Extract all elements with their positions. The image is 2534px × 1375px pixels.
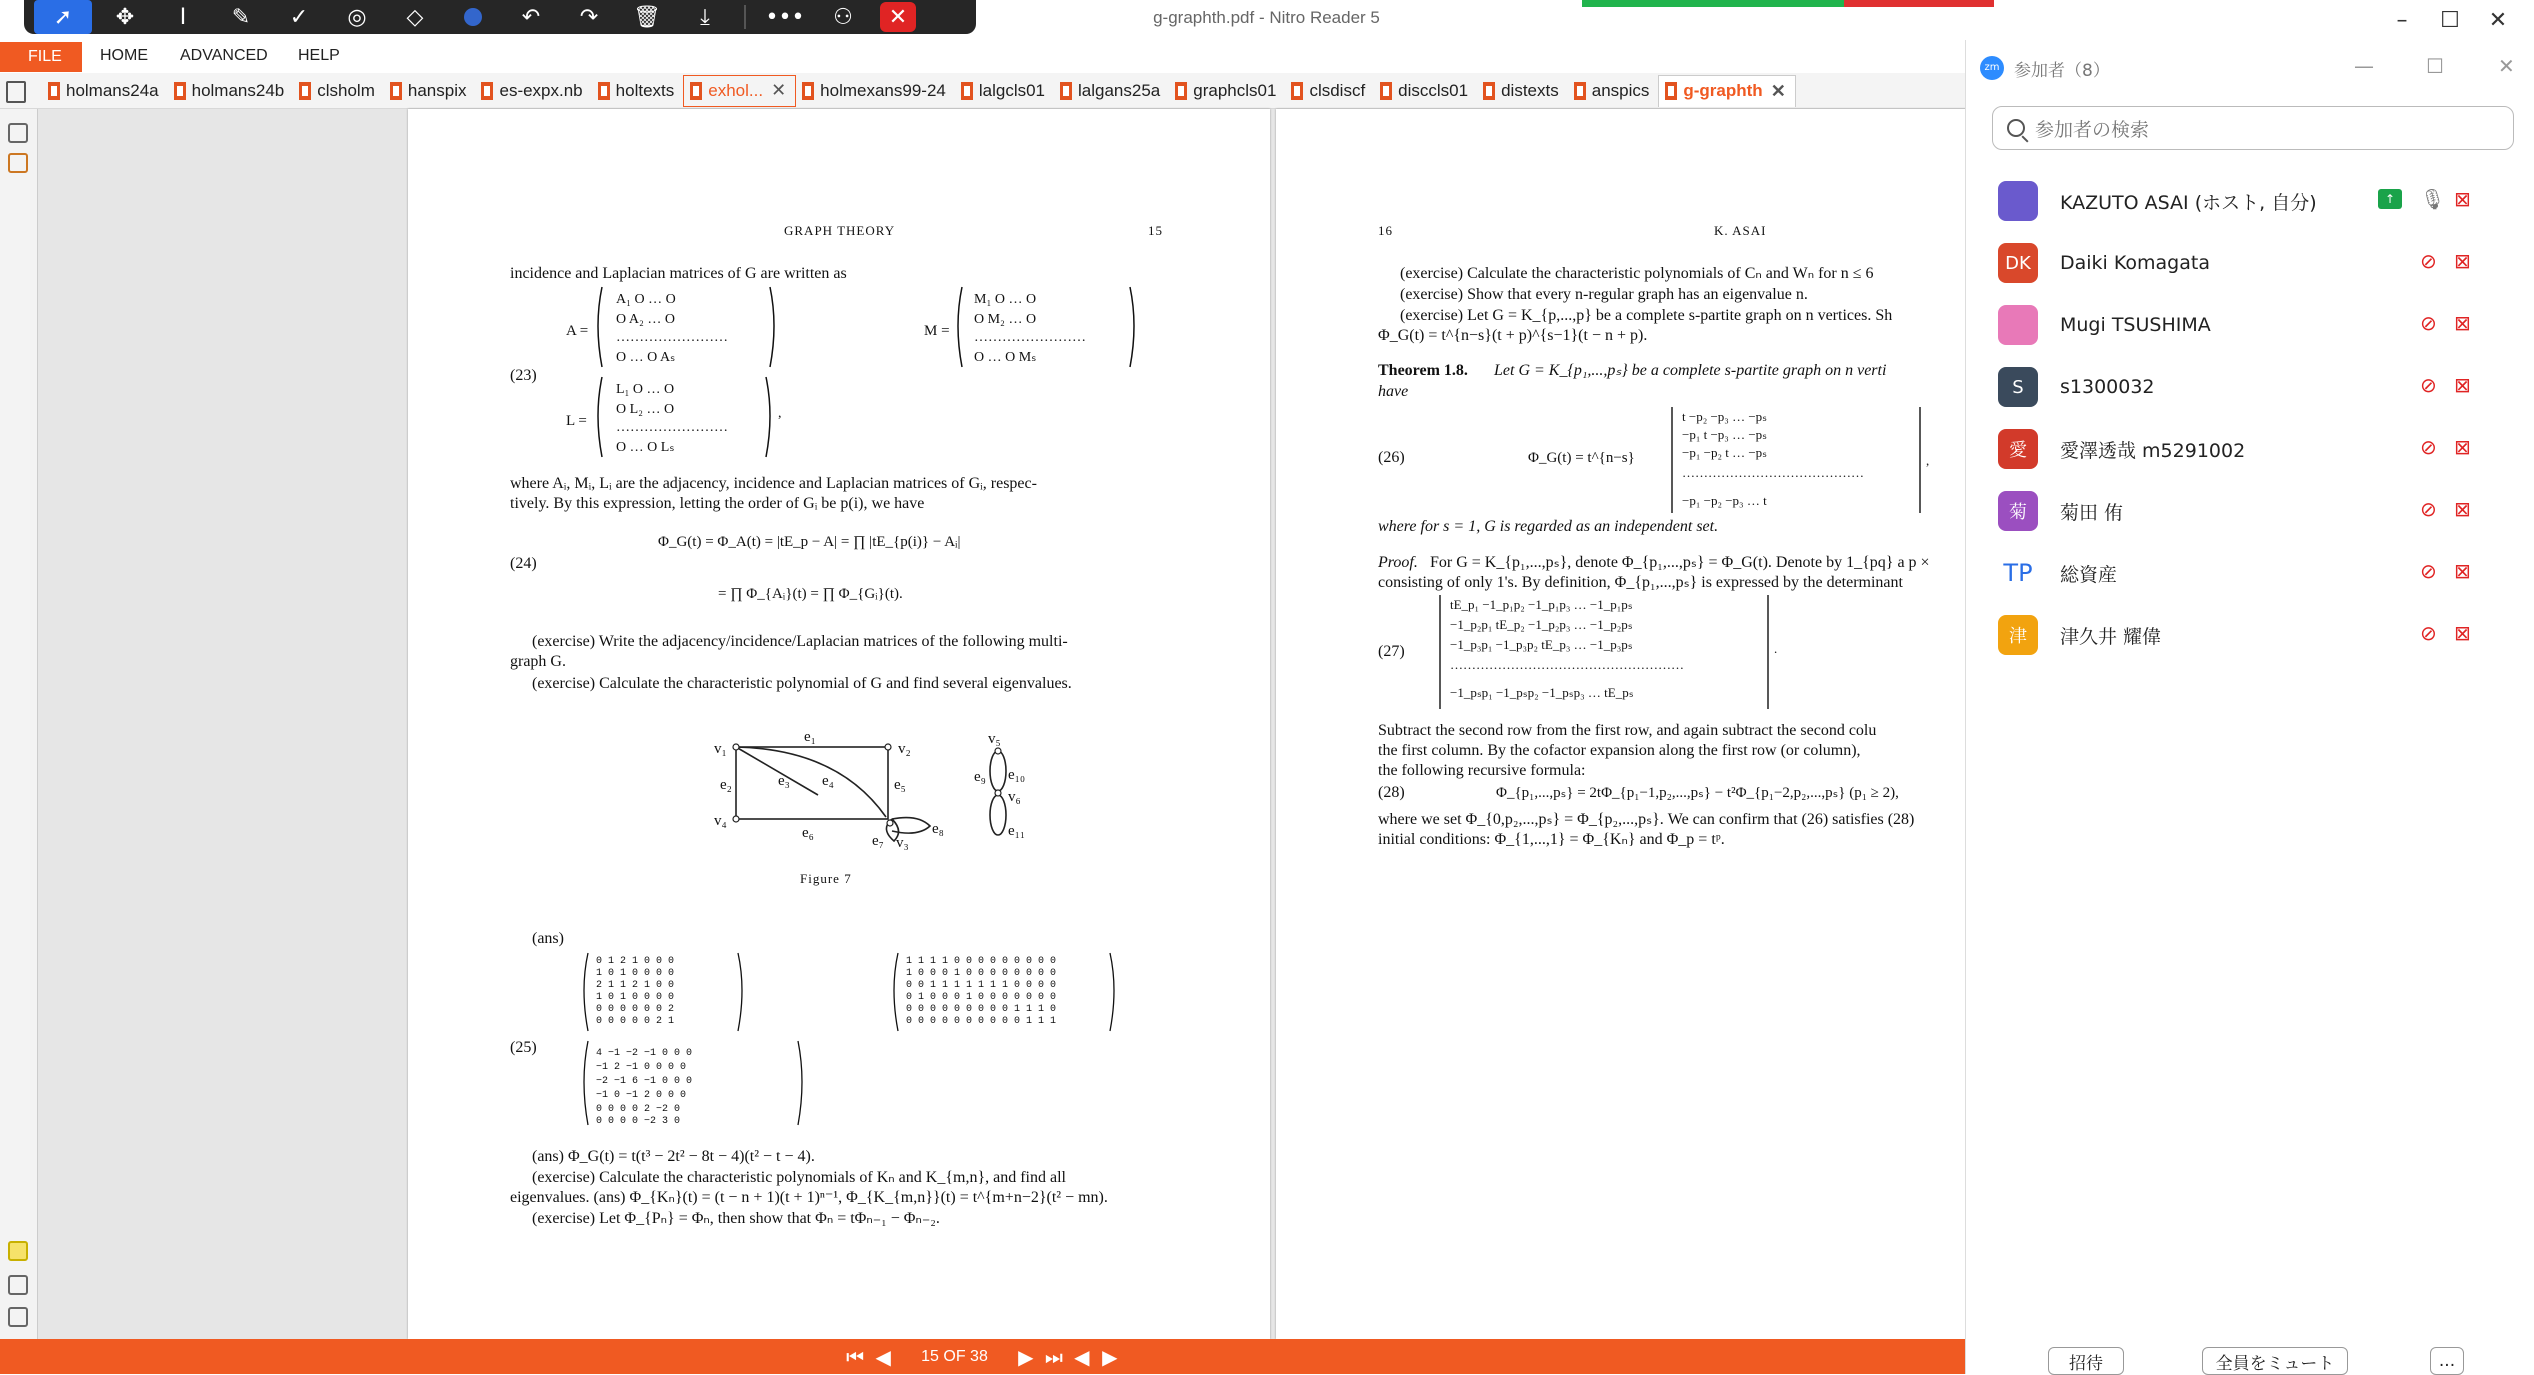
- pdf-file-icon: [48, 82, 60, 100]
- equation-label-l: L =: [566, 413, 587, 429]
- text-line: the following recursive formula:: [1378, 762, 1586, 779]
- page-navigation-bar: [0, 1339, 1965, 1374]
- svg-text:.: .: [1774, 641, 1778, 656]
- pdf-file-icon: [1574, 82, 1586, 100]
- document-viewer[interactable]: [38, 109, 1965, 1339]
- svg-text:v₆: v₆: [1008, 789, 1021, 805]
- svg-text:0 0 0 0 0 2 1: 0 0 0 0 0 2 1: [596, 1016, 675, 1027]
- window-title: g-graphth.pdf - Nitro Reader 5: [1153, 8, 1380, 27]
- participant-row[interactable]: [1998, 421, 2518, 477]
- page-indicator[interactable]: 15 OF 38: [921, 1347, 988, 1365]
- text-line: Φ_G(t) = t^{n−s}(t + p)^{s−1}(t − n + p).: [1378, 327, 1648, 344]
- menu-help[interactable]: HELP: [298, 47, 340, 64]
- back-view-icon[interactable]: ◀: [1074, 1344, 1090, 1369]
- close-window-icon[interactable]: ✕: [2488, 8, 2508, 33]
- svg-text:−p₁ t −p₃ … −pₛ: −p₁ t −p₃ … −pₛ: [1682, 427, 1768, 442]
- participant-avatar: 津: [1998, 615, 2038, 655]
- participant-row[interactable]: [1998, 545, 2518, 601]
- menu-file[interactable]: FILE: [0, 42, 82, 72]
- microphone-muted-icon[interactable]: ⊘: [2420, 435, 2437, 459]
- tab-es-expx-nb[interactable]: [475, 75, 591, 107]
- svg-text:−1 0 −1 2 0 0 0: −1 0 −1 2 0 0 0: [596, 1090, 687, 1101]
- svg-text:4 −1 −2 −1 0 0 0: 4 −1 −2 −1 0 0 0: [596, 1048, 693, 1059]
- text-line: (exercise) Calculate the characteristic polynomial of G and find several eigenvalues.: [532, 675, 1072, 692]
- svg-text:……………………………………: ……………………………………: [1682, 465, 1864, 480]
- svg-text:O M₂ … O: O M₂ … O: [974, 312, 1037, 327]
- participant-avatar: [1998, 305, 2038, 345]
- participant-avatar: 菊: [1998, 491, 2038, 531]
- svg-text:A₁ O … O: A₁ O … O: [616, 292, 676, 307]
- microphone-muted-icon[interactable]: ⊘: [2420, 311, 2437, 335]
- participant-avatar: [1998, 181, 2038, 221]
- text-line: (exercise) Calculate the characteristic polynomials of Kₙ and K_{m,n}, and find all: [532, 1169, 1066, 1186]
- close-tab-icon[interactable]: ✕: [1770, 80, 1786, 101]
- tab-label: exhol...: [708, 80, 764, 100]
- svg-text:e₃: e₃: [778, 773, 790, 789]
- pdf-file-icon: [1380, 82, 1392, 100]
- pdf-page-16: [1276, 109, 1976, 1339]
- stamp-icon[interactable]: ◎: [347, 4, 367, 30]
- microphone-muted-icon[interactable]: ⊘: [2420, 373, 2437, 397]
- menu-advanced[interactable]: ADVANCED: [180, 47, 268, 64]
- close-toolbar-icon[interactable]: ✕: [880, 2, 916, 32]
- text-line: consisting of only 1's. By definition, Φ_{p₁,...,pₛ} is expressed by the determinant: [1378, 574, 1903, 591]
- svg-text:O L₂ … O: O L₂ … O: [616, 402, 675, 417]
- zoom-logo-icon: zm: [1980, 56, 2004, 80]
- text-line: the first column. By the cofactor expansion along the first row (or column),: [1378, 742, 1861, 759]
- participant-avatar: TP: [1998, 553, 2038, 593]
- svg-text:v₄: v₄: [714, 813, 727, 829]
- svg-text:……………………: ……………………: [616, 330, 728, 345]
- comments-icon[interactable]: [8, 1241, 28, 1261]
- participants-header: [1966, 40, 2533, 96]
- svg-text:−2 −1 6 −1 0 0 0: −2 −1 6 −1 0 0 0: [596, 1076, 693, 1087]
- svg-text:O A₂ … O: O A₂ … O: [616, 312, 675, 327]
- tab-label: es-expx.nb: [499, 80, 583, 100]
- text-line: eigenvalues. (ans) Φ_{Kₙ}(t) = (t − n + 1)(t + 1)ⁿ⁻¹, Φ_{K_{m,n}}(t) = t^{m+n−2}(t² − mn).: [510, 1189, 1108, 1206]
- tab-holmans24b[interactable]: [168, 75, 294, 107]
- microphone-muted-icon[interactable]: ⊘: [2420, 559, 2437, 583]
- svg-text:e₄: e₄: [822, 773, 834, 789]
- participant-name: 菊田 侑: [2060, 501, 2124, 524]
- text-line: initial conditions: Φ_{1,...,1} = Φ_{Kₙ} and Φ_p = tᵖ.: [1378, 831, 1725, 848]
- participants-footer: [1966, 1345, 2534, 1374]
- svg-text:e₁₀: e₁₀: [1008, 767, 1026, 783]
- panel-popout-icon[interactable]: ☐: [2426, 54, 2444, 78]
- text-line: (ans) Φ_G(t) = t(t³ − 2t² − 8t − 4)(t² − t − 4).: [532, 1148, 815, 1165]
- more-options-button[interactable]: ...: [2430, 1347, 2464, 1375]
- text-line: graph G.: [510, 653, 566, 670]
- document-tabs: [0, 73, 1965, 109]
- video-off-icon[interactable]: ⊠: [2454, 621, 2471, 645]
- text-line: have: [1378, 383, 1409, 400]
- participant-name: Daiki Komagata: [2060, 252, 2210, 274]
- svg-text:0 0 0 0 2 −2 0: 0 0 0 0 2 −2 0: [596, 1104, 681, 1115]
- trash-icon[interactable]: 🗑: [633, 4, 661, 30]
- text-line: tively. By this expression, letting the order of Gᵢ be p(i), we have: [510, 495, 925, 512]
- circle-icon[interactable]: [444, 0, 502, 34]
- pdf-file-icon: [1060, 82, 1072, 100]
- page-number: 16: [1378, 223, 1393, 238]
- equation-line: = ∏ Φ_{Aᵢ}(t) = ∏ Φ_{Gᵢ}(t).: [718, 586, 903, 602]
- tab-label: graphcls01: [1193, 80, 1277, 100]
- svg-text:e₁: e₁: [804, 729, 816, 745]
- text-line: (exercise) Write the adjacency/incidence/Laplacian matrices of the following multi-: [532, 633, 1068, 650]
- svg-text:0 0 0 0 0 0 0 0 0 1: 0 0 0 0 0 0 0 0 0 1 1 1 0: [906, 1004, 1057, 1015]
- previous-page-icon[interactable]: ◀: [875, 1344, 891, 1369]
- tab-list-icon[interactable]: [6, 81, 26, 103]
- svg-text:−1 2 −1 0 0 0 0: −1 2 −1 0 0 0 0: [596, 1062, 687, 1073]
- equation-number: (28): [1378, 784, 1405, 801]
- video-off-icon[interactable]: ⊠: [2454, 373, 2471, 397]
- tab-label: holmexans99-24: [820, 80, 946, 100]
- tab-hanspix[interactable]: [384, 75, 476, 107]
- menu-home[interactable]: HOME: [100, 47, 148, 64]
- svg-text:e₁₁: e₁₁: [1008, 823, 1026, 839]
- text-line: (exercise) Show that every n-regular graph has an eigenvalue n.: [1400, 286, 1808, 303]
- svg-text:………………………………………………: ………………………………………………: [1450, 657, 1684, 672]
- svg-text:−1_p₂p₁ tE_p₂ −1_p₂p₃ …: −1_p₂p₁ tE_p₂ −1_p₂p₃ … −1_p₂pₛ: [1450, 617, 1633, 632]
- equation-label-a: A =: [566, 323, 589, 339]
- text-line: (ans): [532, 930, 564, 947]
- pdf-file-icon: [1291, 82, 1303, 100]
- tab-label: clsdiscf: [1309, 80, 1366, 100]
- search-icon: [2007, 119, 2025, 137]
- svg-text:e₆: e₆: [802, 825, 814, 841]
- svg-text:t −p₂ −p₃ … −pₛ: t −p₂ −p₃ … −pₛ: [1682, 409, 1768, 424]
- theorem-label: Theorem 1.8.: [1378, 362, 1468, 379]
- svg-text:−p₁ −p₂ −p₃ … t: −p₁ −p₂ −p₃ … t: [1682, 493, 1767, 508]
- microphone-icon[interactable]: 🎙: [2420, 187, 2446, 211]
- tab-anspics[interactable]: [1568, 75, 1659, 107]
- text-line: (exercise) Let G = K_{p,...,p} be a complete s-partite graph on n vertices. Sh: [1400, 307, 1893, 324]
- tab-label: clsholm: [317, 80, 375, 100]
- layers-icon[interactable]: [8, 1275, 28, 1295]
- equation-line: Φ_G(t) = t^{n−s}: [1528, 450, 1635, 466]
- equation-label-m: M =: [924, 323, 950, 339]
- svg-text:v₂: v₂: [898, 741, 911, 757]
- participant-row[interactable]: [1998, 359, 2518, 415]
- participant-name: Mugi TSUSHIMA: [2060, 314, 2211, 336]
- pdf-file-icon: [174, 82, 186, 100]
- video-off-icon[interactable]: ⊠: [2454, 435, 2471, 459]
- toolbar-divider: [744, 5, 746, 29]
- svg-text:v₃: v₃: [896, 835, 909, 851]
- running-header: GRAPH THEORY: [784, 223, 896, 238]
- svg-text:1 0 0 0 1 0 0 0 0 0: 1 0 0 0 1 0 0 0 0 0 0 0 0: [906, 968, 1057, 979]
- first-page-icon[interactable]: ⏮: [846, 1344, 865, 1369]
- tab-label: lalgcls01: [978, 80, 1046, 100]
- pdf-file-icon: [390, 82, 402, 100]
- microphone-muted-icon[interactable]: ⊘: [2420, 497, 2437, 521]
- text-line: For G = K_{p₁,...,pₛ}, denote Φ_{p₁,...,pₛ} = Φ_G(t). Denote by 1_{pq} a p ×: [1430, 554, 1930, 571]
- svg-text:O … O Lₛ: O … O Lₛ: [616, 440, 675, 455]
- svg-text:0 0 0 0 0 0 0 0 0 0: 0 0 0 0 0 0 0 0 0 0 1 1 1: [906, 1016, 1057, 1027]
- tab-holmans24a[interactable]: [42, 75, 168, 107]
- participant-avatar: S: [1998, 367, 2038, 407]
- equation-number: (26): [1378, 449, 1405, 466]
- search-placeholder: 参加者の検索: [2035, 118, 2150, 141]
- tab-graphcls01[interactable]: [1169, 75, 1285, 107]
- pdf-file-icon: [690, 82, 702, 100]
- pdf-file-icon: [481, 82, 493, 100]
- equation-number: (25): [510, 1039, 537, 1056]
- mute-all-button[interactable]: 全員をミュート: [2202, 1347, 2348, 1375]
- determinant-26: [1668, 405, 1938, 515]
- forward-view-icon[interactable]: ▶: [1102, 1344, 1118, 1369]
- svg-text:e₅: e₅: [894, 777, 906, 793]
- tab-label: holmans24a: [66, 80, 159, 100]
- participant-name: s1300032: [2060, 376, 2155, 398]
- participant-row[interactable]: [1998, 297, 2518, 353]
- svg-text:tE_p₁ −1_p₁p₂ −1_p₁p₃ …: tE_p₁ −1_p₁p₂ −1_p₁p₃ … −1_p₁pₛ: [1450, 597, 1633, 612]
- pdf-file-icon: [1665, 82, 1677, 100]
- text-line: where for s = 1, G is regarded as an independent set.: [1378, 518, 1719, 535]
- video-off-icon[interactable]: ⊠: [2454, 311, 2471, 335]
- video-off-icon[interactable]: ⊠: [2454, 559, 2471, 583]
- participant-row[interactable]: [1998, 483, 2518, 539]
- tab-label: distexts: [1501, 80, 1559, 100]
- undo-icon[interactable]: ↶: [521, 4, 541, 30]
- running-header: K. ASAI: [1714, 223, 1767, 238]
- panel-minimize-icon[interactable]: —: [2354, 54, 2374, 78]
- equation-number: (27): [1378, 643, 1405, 660]
- equation-number: (23): [510, 367, 537, 384]
- svg-text:0 1 0 0 0 1 0 0 0 0: 0 1 0 0 0 1 0 0 0 0 0 0 0: [906, 992, 1057, 1003]
- svg-text:e₈: e₈: [932, 821, 944, 837]
- tab-label: disccls01: [1398, 80, 1469, 100]
- text-line: (exercise) Calculate the characteristic polynomials of Cₙ and Wₙ for n ≤ 6: [1400, 265, 1874, 282]
- select-arrow-icon[interactable]: ➚: [34, 0, 92, 34]
- video-off-icon[interactable]: ⊠: [2454, 497, 2471, 521]
- video-off-icon[interactable]: ⊠: [2454, 187, 2471, 211]
- pdf-file-icon: [802, 82, 814, 100]
- svg-text:−1_pₛp₁ −1_pₛp₂ −1_pₛp₃: −1_pₛp₁ −1_pₛp₂ −1_pₛp₃ … tE_pₛ: [1450, 685, 1634, 700]
- figure-caption: Figure 7: [800, 871, 852, 886]
- tab-disccls01[interactable]: [1374, 75, 1477, 107]
- zoom-participants-panel: [1965, 40, 2533, 1374]
- tab-label: g-graphth: [1683, 81, 1763, 100]
- equation-number: (24): [510, 555, 537, 572]
- pdf-file-icon: [1175, 82, 1187, 100]
- pdf-file-icon: [1483, 82, 1495, 100]
- participants-count-label: 参加者（8）: [2014, 60, 2110, 81]
- invite-button[interactable]: 招待: [2048, 1347, 2124, 1375]
- text-line: Subtract the second row from the first row, and again subtract the second colu: [1378, 722, 1877, 739]
- text-cursor-icon[interactable]: I: [179, 4, 187, 30]
- participant-row[interactable]: [1998, 173, 2518, 229]
- left-sidebar: [0, 109, 38, 1339]
- bookmarks-icon[interactable]: [8, 1307, 28, 1327]
- text-line: Let G = K_{p₁,...,pₛ} be a complete s-partite graph on n verti: [1494, 362, 1887, 379]
- tab-clsdiscf[interactable]: [1285, 75, 1374, 107]
- svg-text:−p₁ −p₂ t … −pₛ: −p₁ −p₂ t … −pₛ: [1682, 445, 1768, 460]
- svg-text:−1_p₃p₁ −1_p₃p₂ tE_p₃ …: −1_p₃p₁ −1_p₃p₂ tE_p₃ … −1_p₃pₛ: [1450, 637, 1633, 652]
- pdf-file-icon: [299, 82, 311, 100]
- panel-close-icon[interactable]: ✕: [2498, 54, 2515, 78]
- svg-text:2 1 1 2 1 0 0: 2 1 1 2 1 0 0: [596, 980, 675, 991]
- svg-text:1 0 1 0 0 0 0: 1 0 1 0 0 0 0: [596, 968, 675, 979]
- page-number: 15: [1148, 223, 1163, 238]
- tab-clsholm[interactable]: [293, 75, 384, 107]
- svg-text:,: ,: [1926, 453, 1930, 468]
- annotation-toolbar: [24, 0, 976, 34]
- last-page-icon[interactable]: ⏭: [1044, 1344, 1063, 1369]
- svg-text:1 0 1 0 0 0 0: 1 0 1 0 0 0 0: [596, 992, 675, 1003]
- download-icon[interactable]: ⤓: [700, 4, 710, 30]
- svg-text:0 0 1 1 1 1 1 1 1 0: 0 0 1 1 1 1 1 1 1 0 0 0 0: [906, 980, 1057, 991]
- tab-g-graphth[interactable]: [1658, 75, 1795, 107]
- pdf-file-icon: [598, 82, 610, 100]
- user-settings-icon[interactable]: ⚇: [833, 4, 853, 30]
- svg-text:v₅: v₅: [988, 731, 1001, 747]
- tab-label: lalgans25a: [1078, 80, 1161, 100]
- tab-label: anspics: [1591, 80, 1650, 100]
- participant-name: 愛澤透哉 m5291002: [2060, 439, 2246, 462]
- svg-text:O … O Mₛ: O … O Mₛ: [974, 350, 1037, 365]
- participant-name: KAZUTO ASAI (ホスト, 自分): [2060, 191, 2317, 214]
- pdf-file-icon: [961, 82, 973, 100]
- text-line: (exercise) Let Φ_{Pₙ} = Φₙ, then show that Φₙ = tΦₙ₋₁ − Φₙ₋₂.: [532, 1210, 940, 1227]
- minimize-icon[interactable]: –: [2396, 8, 2408, 33]
- svg-text:e₉: e₉: [974, 769, 986, 785]
- svg-text:e₂: e₂: [720, 777, 732, 793]
- redo-icon[interactable]: ↷: [579, 4, 599, 30]
- more-icon[interactable]: •••: [765, 4, 805, 30]
- svg-text:0 1 2 1 0 0 0: 0 1 2 1 0 0 0: [596, 956, 675, 967]
- maximize-icon[interactable]: ☐: [2440, 8, 2460, 33]
- answer-matrices: [580, 949, 1120, 1149]
- tab-distexts[interactable]: [1477, 75, 1568, 107]
- block-matrices: [594, 283, 1154, 483]
- shape-icon[interactable]: ◇: [406, 4, 424, 30]
- close-tab-icon[interactable]: ✕: [771, 80, 787, 100]
- participant-row[interactable]: [1998, 607, 2518, 663]
- tab-holtexts[interactable]: [592, 75, 684, 107]
- proof-label: Proof.: [1378, 554, 1418, 571]
- microphone-muted-icon[interactable]: ⊘: [2420, 249, 2437, 273]
- move-icon[interactable]: ✥: [115, 4, 135, 30]
- screen-share-icon[interactable]: ↑: [2378, 189, 2402, 209]
- tab-label: hanspix: [407, 80, 467, 100]
- svg-text:O … O Aₛ: O … O Aₛ: [616, 350, 676, 365]
- text-line: where we set Φ_{0,p₂,...,pₛ} = Φ_{p₂,...,pₛ}. We can confirm that (26) satisfies (28): [1378, 811, 1915, 828]
- tab-label: holmans24b: [191, 80, 285, 100]
- menu-bar: [0, 42, 1965, 72]
- svg-text:……………………: ……………………: [974, 330, 1086, 345]
- tab-lalgans25a[interactable]: [1054, 75, 1169, 107]
- text-line: where Aᵢ, Mᵢ, Lᵢ are the adjacency, incidence and Laplacian matrices of Gᵢ, respec-: [510, 475, 1037, 492]
- svg-text:M₁ O … O: M₁ O … O: [974, 292, 1037, 307]
- tab-exhol-[interactable]: [683, 75, 796, 107]
- svg-text:,: ,: [778, 406, 782, 421]
- figure-7-graph: [668, 719, 1026, 859]
- svg-text:e₇: e₇: [872, 833, 884, 849]
- thumbnails-icon[interactable]: [8, 123, 28, 143]
- check-icon[interactable]: ✓: [289, 4, 309, 30]
- determinant-27: [1436, 593, 1816, 713]
- tab-holmexans99-24[interactable]: [796, 75, 955, 107]
- text-line: incidence and Laplacian matrices of G are written as: [510, 265, 847, 282]
- pdf-page-15: [408, 109, 1270, 1339]
- tab-lalgcls01[interactable]: [955, 75, 1054, 107]
- participant-name: 総資産: [2060, 563, 2118, 586]
- next-page-icon[interactable]: ▶: [1018, 1344, 1034, 1369]
- svg-text:0 0 0 0 0 0 2: 0 0 0 0 0 0 2: [596, 1004, 675, 1015]
- attachments-icon[interactable]: [8, 153, 28, 173]
- svg-text:0 0 0 0 −2 3 0: 0 0 0 0 −2 3 0: [596, 1116, 681, 1127]
- microphone-muted-icon[interactable]: ⊘: [2420, 621, 2437, 645]
- pen-icon[interactable]: ✎: [231, 4, 251, 30]
- participant-row[interactable]: [1998, 235, 2518, 291]
- participant-avatar: 愛: [1998, 429, 2038, 469]
- equation-line: Φ_{p₁,...,pₛ} = 2tΦ_{p₁−1,p₂,...,pₛ} − t²Φ_{p₁−2,p₂,...,pₛ} (p₁ ≥ 2),: [1496, 785, 1899, 801]
- participant-avatar: DK: [1998, 243, 2038, 283]
- participant-name: 津久井 耀偉: [2060, 625, 2162, 648]
- participant-search-input[interactable]: [1992, 106, 2514, 150]
- svg-text:L₁ O … O: L₁ O … O: [616, 382, 675, 397]
- svg-text:v₁: v₁: [714, 741, 727, 757]
- tab-label: holtexts: [615, 80, 675, 100]
- video-off-icon[interactable]: ⊠: [2454, 249, 2471, 273]
- top-progress-indicator: [1582, 0, 1994, 7]
- svg-text:……………………: ……………………: [616, 420, 728, 435]
- equation-line: Φ_G(t) = Φ_A(t) = |tE_p − A| = ∏ |tE_{p(i)} − Aᵢ|: [658, 534, 961, 550]
- svg-text:1 1 1 1 0 0 0 0 0 0: 1 1 1 1 0 0 0 0 0 0 0 0 0: [906, 956, 1057, 967]
